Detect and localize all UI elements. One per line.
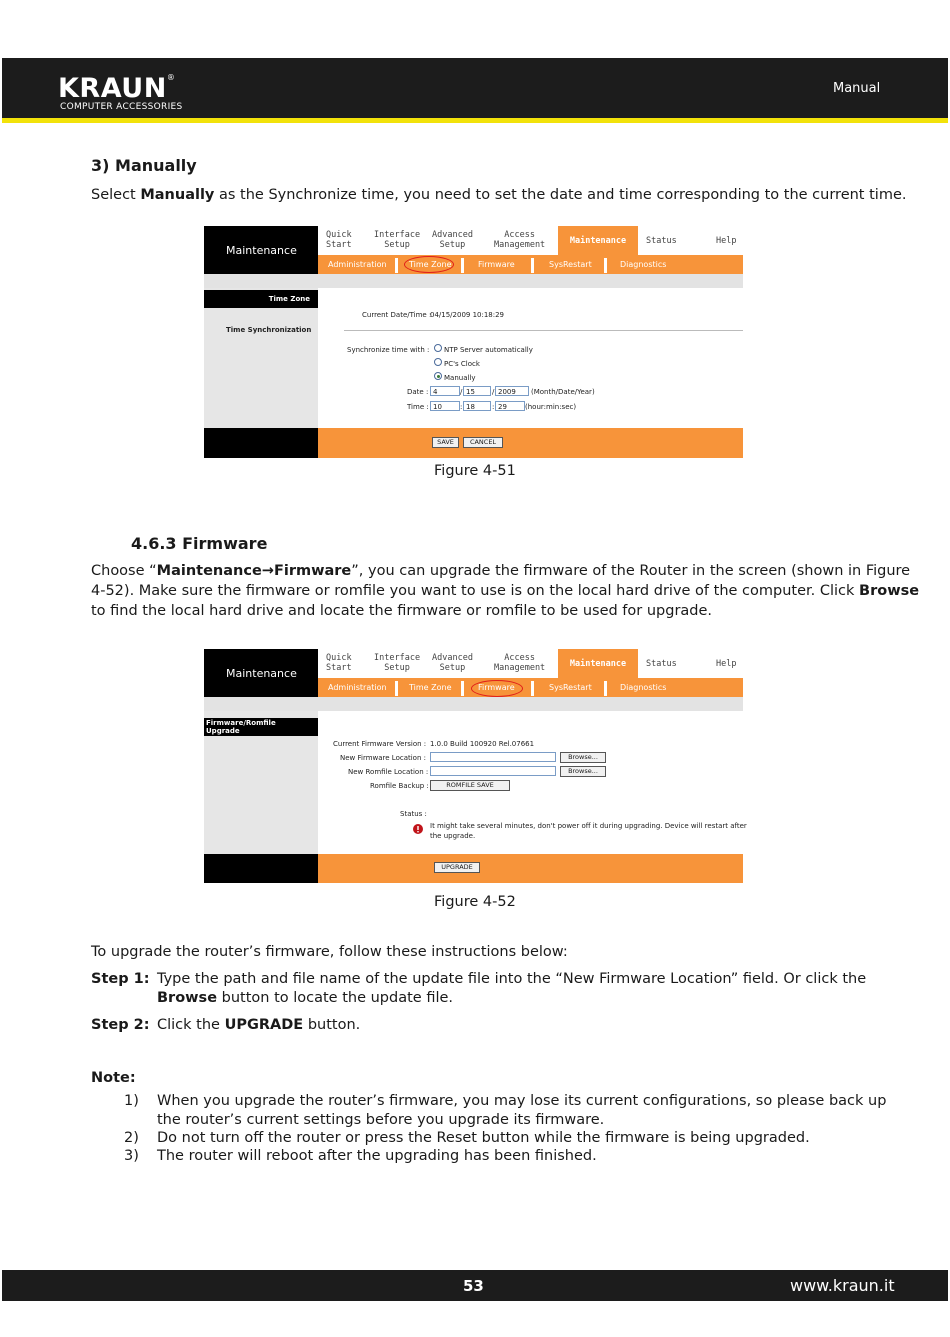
romfile-save-button[interactable]: ROMFILE SAVE [430,780,510,791]
subtab-time-zone[interactable]: Time Zone [409,260,452,269]
time-sep-2: : [492,403,495,411]
nav-tabs [318,649,743,678]
date-year-input[interactable]: 2009 [495,386,529,396]
router-screenshot-firmware [204,649,747,883]
step2-text: Click the UPGRADE button. [157,1017,361,1033]
date-sep-2: / [492,388,495,396]
time-hour-input[interactable]: 10 [430,401,460,411]
step1-line2: Browse button to locate the update file. [157,990,454,1006]
note-item-2-number: 2) [124,1130,139,1146]
note-item-1-number: 1) [124,1093,139,1109]
status-message-line2: the upgrade. [430,832,476,840]
browse-romfile-button[interactable]: Browse... [560,766,606,777]
logo-subtitle: COMPUTER ACCESSORIES [60,102,183,112]
subtab-diagnostics[interactable]: Diagnostics [620,260,667,269]
tab-maintenance[interactable]: Maintenance [558,226,638,255]
option-pc-clock: PC's Clock [444,360,480,368]
figure-caption-4-52: Figure 4-52 [434,894,516,910]
subtab-diagnostics[interactable]: Diagnostics [620,683,667,692]
save-button[interactable]: SAVE [432,437,459,448]
radio-pc-clock[interactable] [434,358,442,366]
option-manually: Manually [444,374,476,382]
header-manual-label: Manual [833,81,881,96]
step2-label: Step 2: [91,1017,150,1033]
sub-nav [318,255,743,274]
note-title: Note: [91,1070,136,1086]
tab-help[interactable]: Help [716,659,737,669]
tab-access-management[interactable]: Access Management [494,653,546,673]
left-column [204,288,318,428]
section-heading-firmware: 4.6.3 Firmware [131,534,268,553]
section-head-firmware-upgrade: Firmware/Romfile Upgrade [204,718,318,736]
tab-advanced-setup[interactable]: Advanced Setup [432,230,473,250]
note-item-1-line1: When you upgrade the router’s firmware, you may lose its current configurations, so please back up [157,1093,887,1109]
sub-nav [318,678,743,697]
radio-ntp[interactable] [434,344,442,352]
label-romfile-backup: Romfile Backup : [370,782,429,790]
bottom-black [204,428,318,458]
nav-title: Maintenance [204,649,318,697]
time-sep-1: : [460,403,463,411]
time-sec-input[interactable]: 29 [495,401,525,411]
subtab-firmware[interactable]: Firmware [478,260,515,269]
date-day-input[interactable]: 15 [463,386,491,396]
time-min-input[interactable]: 18 [463,401,491,411]
cancel-button[interactable]: CANCEL [463,437,503,448]
step1-line1: Type the path and file name of the update file into the “New Firmware Location” field. Or click the [157,971,867,987]
tab-maintenance[interactable]: Maintenance [558,649,638,678]
note-item-1-line2: the router’s current settings before you upgrade its firmware. [157,1112,605,1128]
firmware-paragraph-line1: Choose “Maintenance→Firmware”, you can upgrade the firmware of the Router in the screen (shown in Figure [91,563,911,579]
new-firmware-input[interactable] [430,752,556,762]
section-head-time-zone: Time Zone [204,290,318,308]
date-month-input[interactable]: 4 [430,386,460,396]
tab-quick-start[interactable]: Quick Start [326,230,352,250]
value-current-date: 04/15/2009 10:18:29 [430,311,505,319]
subtab-sysrestart[interactable]: SysRestart [549,260,592,269]
section-paragraph: Select Manually as the Synchronize time, you need to set the date and time corresponding to the current time. [91,187,907,203]
subtab-time-zone[interactable]: Time Zone [409,683,452,692]
header-stripe [2,118,948,123]
nav-title: Maintenance [204,226,318,274]
warning-icon [413,824,423,834]
bottom-black [204,854,318,883]
value-current-firmware: 1.0.0 Build 100920 Rel.07661 [430,740,535,748]
bottom-orange [318,854,743,883]
option-ntp: NTP Server automatically [444,346,533,354]
footer-url: www.kraun.it [790,1276,895,1295]
date-sep-1: / [460,388,463,396]
subtab-administration[interactable]: Administration [328,260,387,269]
label-status: Status : [400,810,427,818]
page-number: 53 [463,1277,484,1295]
tab-status[interactable]: Status [646,659,677,669]
label-current-date: Current Date/Time : [362,311,432,319]
radio-manually[interactable] [434,372,442,380]
kraun-logo: KRAUN® [58,73,176,104]
router-screenshot-timezone [204,226,743,458]
subtab-firmware[interactable]: Firmware [478,683,515,692]
bottom-orange [318,428,743,458]
upgrade-button[interactable]: UPGRADE [434,862,480,873]
gap-bar [204,697,743,711]
tab-access-management[interactable]: Access Management [494,230,546,250]
subtab-sysrestart[interactable]: SysRestart [549,683,592,692]
note-item-2-line1: Do not turn off the router or press the Reset button while the firmware is being upgraded. [157,1130,810,1146]
subtab-administration[interactable]: Administration [328,683,387,692]
highlight-circle [404,256,454,273]
tab-advanced-setup[interactable]: Advanced Setup [432,653,473,673]
tab-help[interactable]: Help [716,236,737,246]
time-hint: (hour:min:sec) [525,403,577,411]
step1-label: Step 1: [91,971,150,987]
label-new-romfile: New Romfile Location : [348,768,429,776]
divider [344,330,743,331]
label-new-firmware: New Firmware Location : [340,754,426,762]
note-item-3-line1: The router will reboot after the upgrading has been finished. [157,1148,597,1164]
label-time-synchronization: Time Synchronization [226,326,312,334]
firmware-paragraph-line3: to find the local hard drive and locate the firmware or romfile to be used for upgrade. [91,603,713,619]
tab-interface-setup[interactable]: Interface Setup [374,230,421,250]
instructions-intro: To upgrade the router’s firmware, follow these instructions below: [91,944,568,960]
tab-quick-start[interactable]: Quick Start [326,653,352,673]
nav-tabs [318,226,743,255]
highlight-circle [471,680,523,697]
section-heading-manually: 3) Manually [91,156,197,175]
new-romfile-input[interactable] [430,766,556,776]
browse-firmware-button[interactable]: Browse... [560,752,606,763]
figure-caption-4-51: Figure 4-51 [434,463,516,479]
label-date: Date : [407,388,429,396]
tab-interface-setup[interactable]: Interface Setup [374,653,421,673]
tab-status[interactable]: Status [646,236,677,246]
label-current-firmware: Current Firmware Version : [333,740,427,748]
firmware-paragraph-line2: 4-52). Make sure the firmware or romfile you want to use is on the local hard drive of the computer. Click Browse [91,583,920,599]
status-message-line1: It might take several minutes, don't power off it during upgrading. Device will restart after [430,822,747,830]
date-hint: (Month/Date/Year) [531,388,595,396]
gap-bar [204,274,743,288]
label-synchronize: Synchronize time with : [347,346,430,354]
label-time: Time : [407,403,429,411]
note-item-3-number: 3) [124,1148,139,1164]
